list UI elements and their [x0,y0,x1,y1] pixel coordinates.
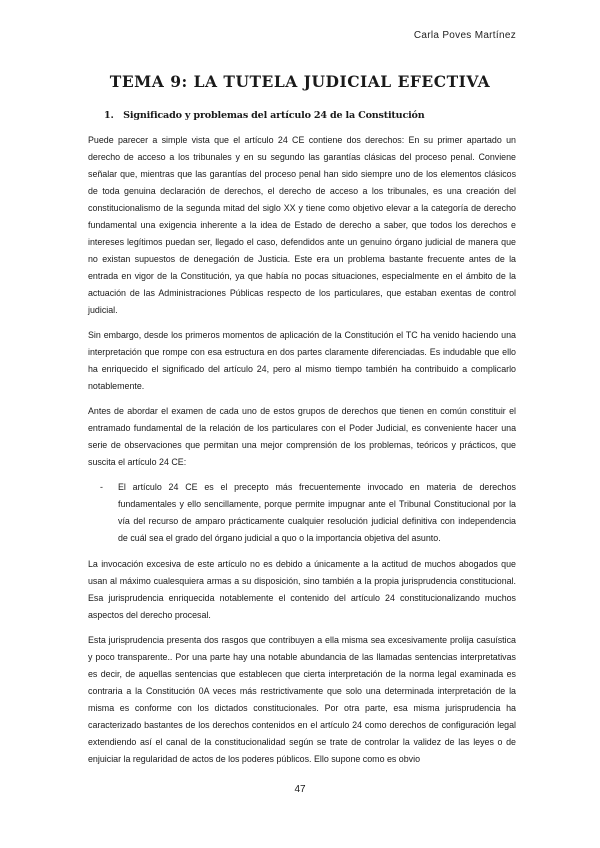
bullet-item [88,479,516,547]
paragraph: La invocación excesiva de este artículo no es debido a únicamente a la actitud de muchos abogados que usan al máximo cualesquiera armas a su disposición, sino también a la propia jurisprudencia constitucional. Esa jurisprudencia enriquecida notablemente el contenido del artículo 24 constitucionalizando muchos aspectos del derecho procesal. [88,559,516,620]
bullet-text: El artículo 24 CE es el precepto más frecuentemente invocado en materia de derechos fundamentales y ello sencillamente, porque permite impugnar ante el Tribunal Constitucional por la vía del recurso de amparo prácticamente cualquier resolución judicial definitiva con independencia de cuál sea el grado del órgano judicial a quo o la importancia objetiva del asunto. [118,482,516,543]
body-text [88,132,516,776]
paragraph: Esta jurisprudencia presenta dos rasgos que contribuyen a ella misma sea excesivamente prolija casuística y poco transparente.. Por una parte hay una notable abundancia de las llamadas sentencias interpretativas es decir, de aquellas sentencias que establecen que cierta interpretación de la norma legal examinada es contraria a la Constitución 0A veces más restrictivamente que solo una determinada interpretación de la misma es conforme con los dictados constitucionales. Por otra parte, esa misma jurisprudencia ha caracterizado bastantes de los derechos contenidos en el artículo 24 como derechos de configuración legal extendiendo así el canal de la constitucionalidad según se trate de controlar la validez de las leyes o de enjuiciar la regularidad de actos de los poderes públicos. Ello supone como es obvio [88,635,516,764]
chapter-title: TEMA 9: LA TUTELA JUDICIAL EFECTIVA [109,72,491,91]
section-number: 1. [104,110,114,121]
section-heading-text: Significado y problemas del artículo 24 de la Constitución [123,110,425,121]
header-author: Carla Poves Martínez [413,30,516,41]
page-number: 47 [294,784,306,795]
bullet-marker: - [100,482,103,492]
paragraph: Sin embargo, desde los primeros momentos de aplicación de la Constitución el TC ha venido haciendo una interpretación que rompe con esa estructura en dos partes claramente diferenciadas. Es indudable que ello ha enriquecido el significado del artículo 24, pero al mismo tiempo también ha contribuido a complicarlo notablemente. [88,330,516,391]
paragraph: Antes de abordar el examen de cada uno de estos grupos de derechos que tienen en común constituir el entramado fundamental de la relación de los particulares con el Poder Judicial, es conveniente hacer una serie de observaciones que permitan una mejor comprensión de los problemas, teóricos y prácticos, que suscita el artículo 24 CE: [88,406,516,467]
paragraph: Puede parecer a simple vista que el artículo 24 CE contiene dos derechos: En su primer apartado un derecho de acceso a los tribunales y en su segundo las garantías clásicas del proceso penal. Conviene señalar que, mientras que las garantías del proceso penal han sido siempre uno de los elementos clásicos de toda genuina declaración de derechos, el derecho de acceso a los tribunales, es una creación del constitucionalismo de la segunda mitad del siglo XX y tiene como objetivo elevar a la categoría de derecho fundamental una exigencia inherente a la idea de Estado de derecho a saber, que todos los derechos e intereses legítimos puedan ser, llegado el caso, defendidos ante un genuino órgano judicial de manera que no existan supuestos de denegación de Justicia. Este era un problema bastante frecuente antes de la entrada en vigor de la Constitución, ya que había no pocas situaciones, especialmente en el ámbito de la actuación de las Administraciones Públicas respecto de los particulares, que estaban exentas de control judicial. [88,135,516,315]
section-heading [104,110,425,121]
